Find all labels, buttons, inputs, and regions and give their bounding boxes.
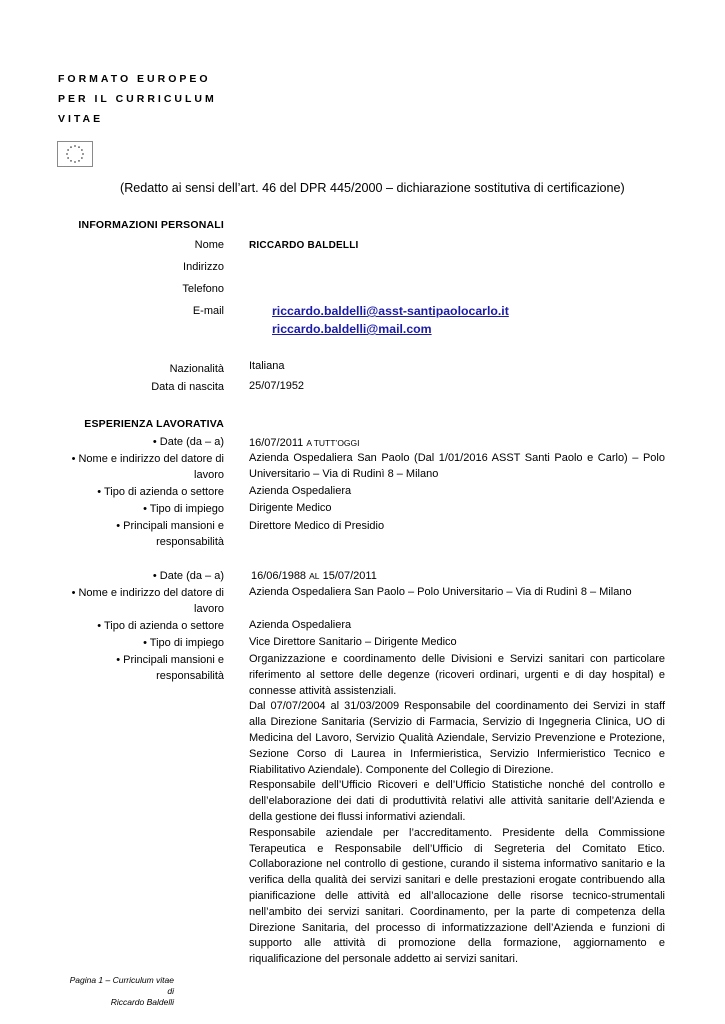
- value-employer: Azienda Ospedaliera San Paolo – Polo Universitario – Via di Rudinì 8 – Milano: [249, 586, 632, 598]
- page-footer: [62, 975, 174, 1008]
- section-title-experience: ESPERIENZA LAVORATIVA: [84, 418, 224, 430]
- title-text: VITAE: [58, 113, 104, 125]
- date-from: 16/06/1988: [251, 570, 307, 582]
- label-phone: Telefono: [182, 283, 224, 295]
- duties-paragraph: Responsabile dell’Ufficio Ricoveri e dell’Ufficio Statistiche nonché del controllo e dell’elaborazione dei dati di produttività relativi alle attività sanitarie dell’Azienda e della gestione dei flussi informativi aziendali.: [249, 779, 665, 823]
- duties-paragraph: Dal 07/07/2004 al 31/03/2009 Responsabile del coordinamento dei Servizi in staff alla Direzione Sanitaria (Servizio di Farmacia, Servizio di Ingegneria Clinica, UO di Medicina del Lavoro, Servizio Qualità Aziendale, Servizio Prevenzione e Protezione, Sezione Corso di Laurea in Infermieristica, Servizio Infermieristico Tecnico e Riabilitativo Aziendale). Componente del Collegio di Direzione.: [249, 700, 665, 776]
- duties-paragraph: Organizzazione e coordinamento delle Divisioni e Servizi sanitari con particolare riferimento al settore delle degenze (ricoveri ordinari, urgenti e di day hospital) e connesse attività assistenziali.: [249, 653, 665, 697]
- label-birth-date: Data di nascita: [151, 381, 224, 393]
- cv-title-line-1: [58, 73, 211, 85]
- label-email: E-mail: [192, 305, 224, 317]
- value-date: [251, 568, 667, 584]
- value-employer: Azienda Ospedaliera San Paolo (Dal 1/01/2016 ASST Santi Paolo e Carlo) – Polo Universitario – Via di Rudinì 8 – Milano: [249, 452, 665, 480]
- cv-title-line-2: [58, 93, 217, 105]
- value-duties: [249, 652, 665, 968]
- value-name: RICCARDO BALDELLI: [249, 240, 359, 251]
- footer-line-2: Riccardo Baldelli: [110, 997, 174, 1007]
- label-address: Indirizzo: [183, 261, 224, 273]
- label-date: • Date (da – a): [152, 436, 224, 448]
- label-employer: • Nome e indirizzo del datore di lavoro: [71, 453, 224, 481]
- value-birth-date: 25/07/1952: [249, 380, 305, 392]
- date-separator: AL: [309, 571, 320, 581]
- label-sector: • Tipo di azienda o settore: [97, 486, 224, 498]
- value-sector: Azienda Ospedaliera: [249, 619, 352, 631]
- email-link-2[interactable]: riccardo.baldelli@mail.com: [272, 322, 432, 336]
- label-duties: • Principali mansioni e responsabilità: [116, 520, 224, 548]
- cv-subtitle: (Redatto ai sensi dell’art. 46 del DPR 445/2000 – dichiarazione sostitutiva di certificazione): [120, 181, 625, 195]
- eu-flag-icon: [57, 141, 93, 167]
- duties-paragraph: Responsabile aziendale per l’accreditamento. Presidente della Commissione Terapeutica e Responsabile dell’Ufficio di Segreteria del Comitato Etico. Collaborazione nel controllo di gestione, curando il sistema informativo sanitario e la verifica della qualità dei servizi sanitari e delle prestazioni erogate contribuendo alla pianificazione delle attività ed all’allocazione delle risorse tecnico-strumentali nell’ambito dei servizi sanitari. Coordinamento, per la parte di competenza della Direzione Sanitaria, del processo di informatizzazione dell’Azienda e funzioni di supporto alle attività di promozione della formazione, aggiornamento e riqualificazione del personale addetto ai servizi sanitari.: [249, 826, 665, 966]
- value-nationality: Italiana: [249, 360, 285, 372]
- label-job: • Tipo di impiego: [143, 637, 224, 649]
- date-separator: A TUTT’OGGI: [306, 438, 360, 448]
- section-title-personal: INFORMAZIONI PERSONALI: [78, 219, 224, 231]
- footer-line-1: Pagina 1 – Curriculum vitae di: [69, 975, 174, 996]
- value-duties: Direttore Medico di Presidio: [249, 520, 385, 532]
- label-duties: • Principali mansioni e responsabilità: [116, 654, 224, 682]
- label-name: Nome: [194, 239, 224, 251]
- value-job: Dirigente Medico: [249, 502, 332, 514]
- label-nationality: Nazionalità: [169, 363, 224, 375]
- cv-title-line-3: [58, 113, 103, 125]
- email-link-1[interactable]: riccardo.baldelli@asst-santipaolocarlo.it: [272, 304, 509, 318]
- label-sector: • Tipo di azienda o settore: [97, 620, 224, 632]
- label-job: • Tipo di impiego: [143, 503, 224, 515]
- label-employer: • Nome e indirizzo del datore di lavoro: [71, 587, 224, 615]
- label-date: • Date (da – a): [152, 570, 224, 582]
- value-date: [249, 435, 665, 451]
- title-text: FORMATO EUROPEO: [58, 73, 211, 85]
- date-to: 15/07/2011: [322, 570, 377, 582]
- value-sector: Azienda Ospedaliera: [249, 485, 352, 497]
- value-job: Vice Direttore Sanitario – Dirigente Medico: [249, 636, 457, 648]
- title-text: PER IL CURRICULUM: [58, 93, 217, 105]
- date-from: 16/07/2011: [249, 437, 304, 449]
